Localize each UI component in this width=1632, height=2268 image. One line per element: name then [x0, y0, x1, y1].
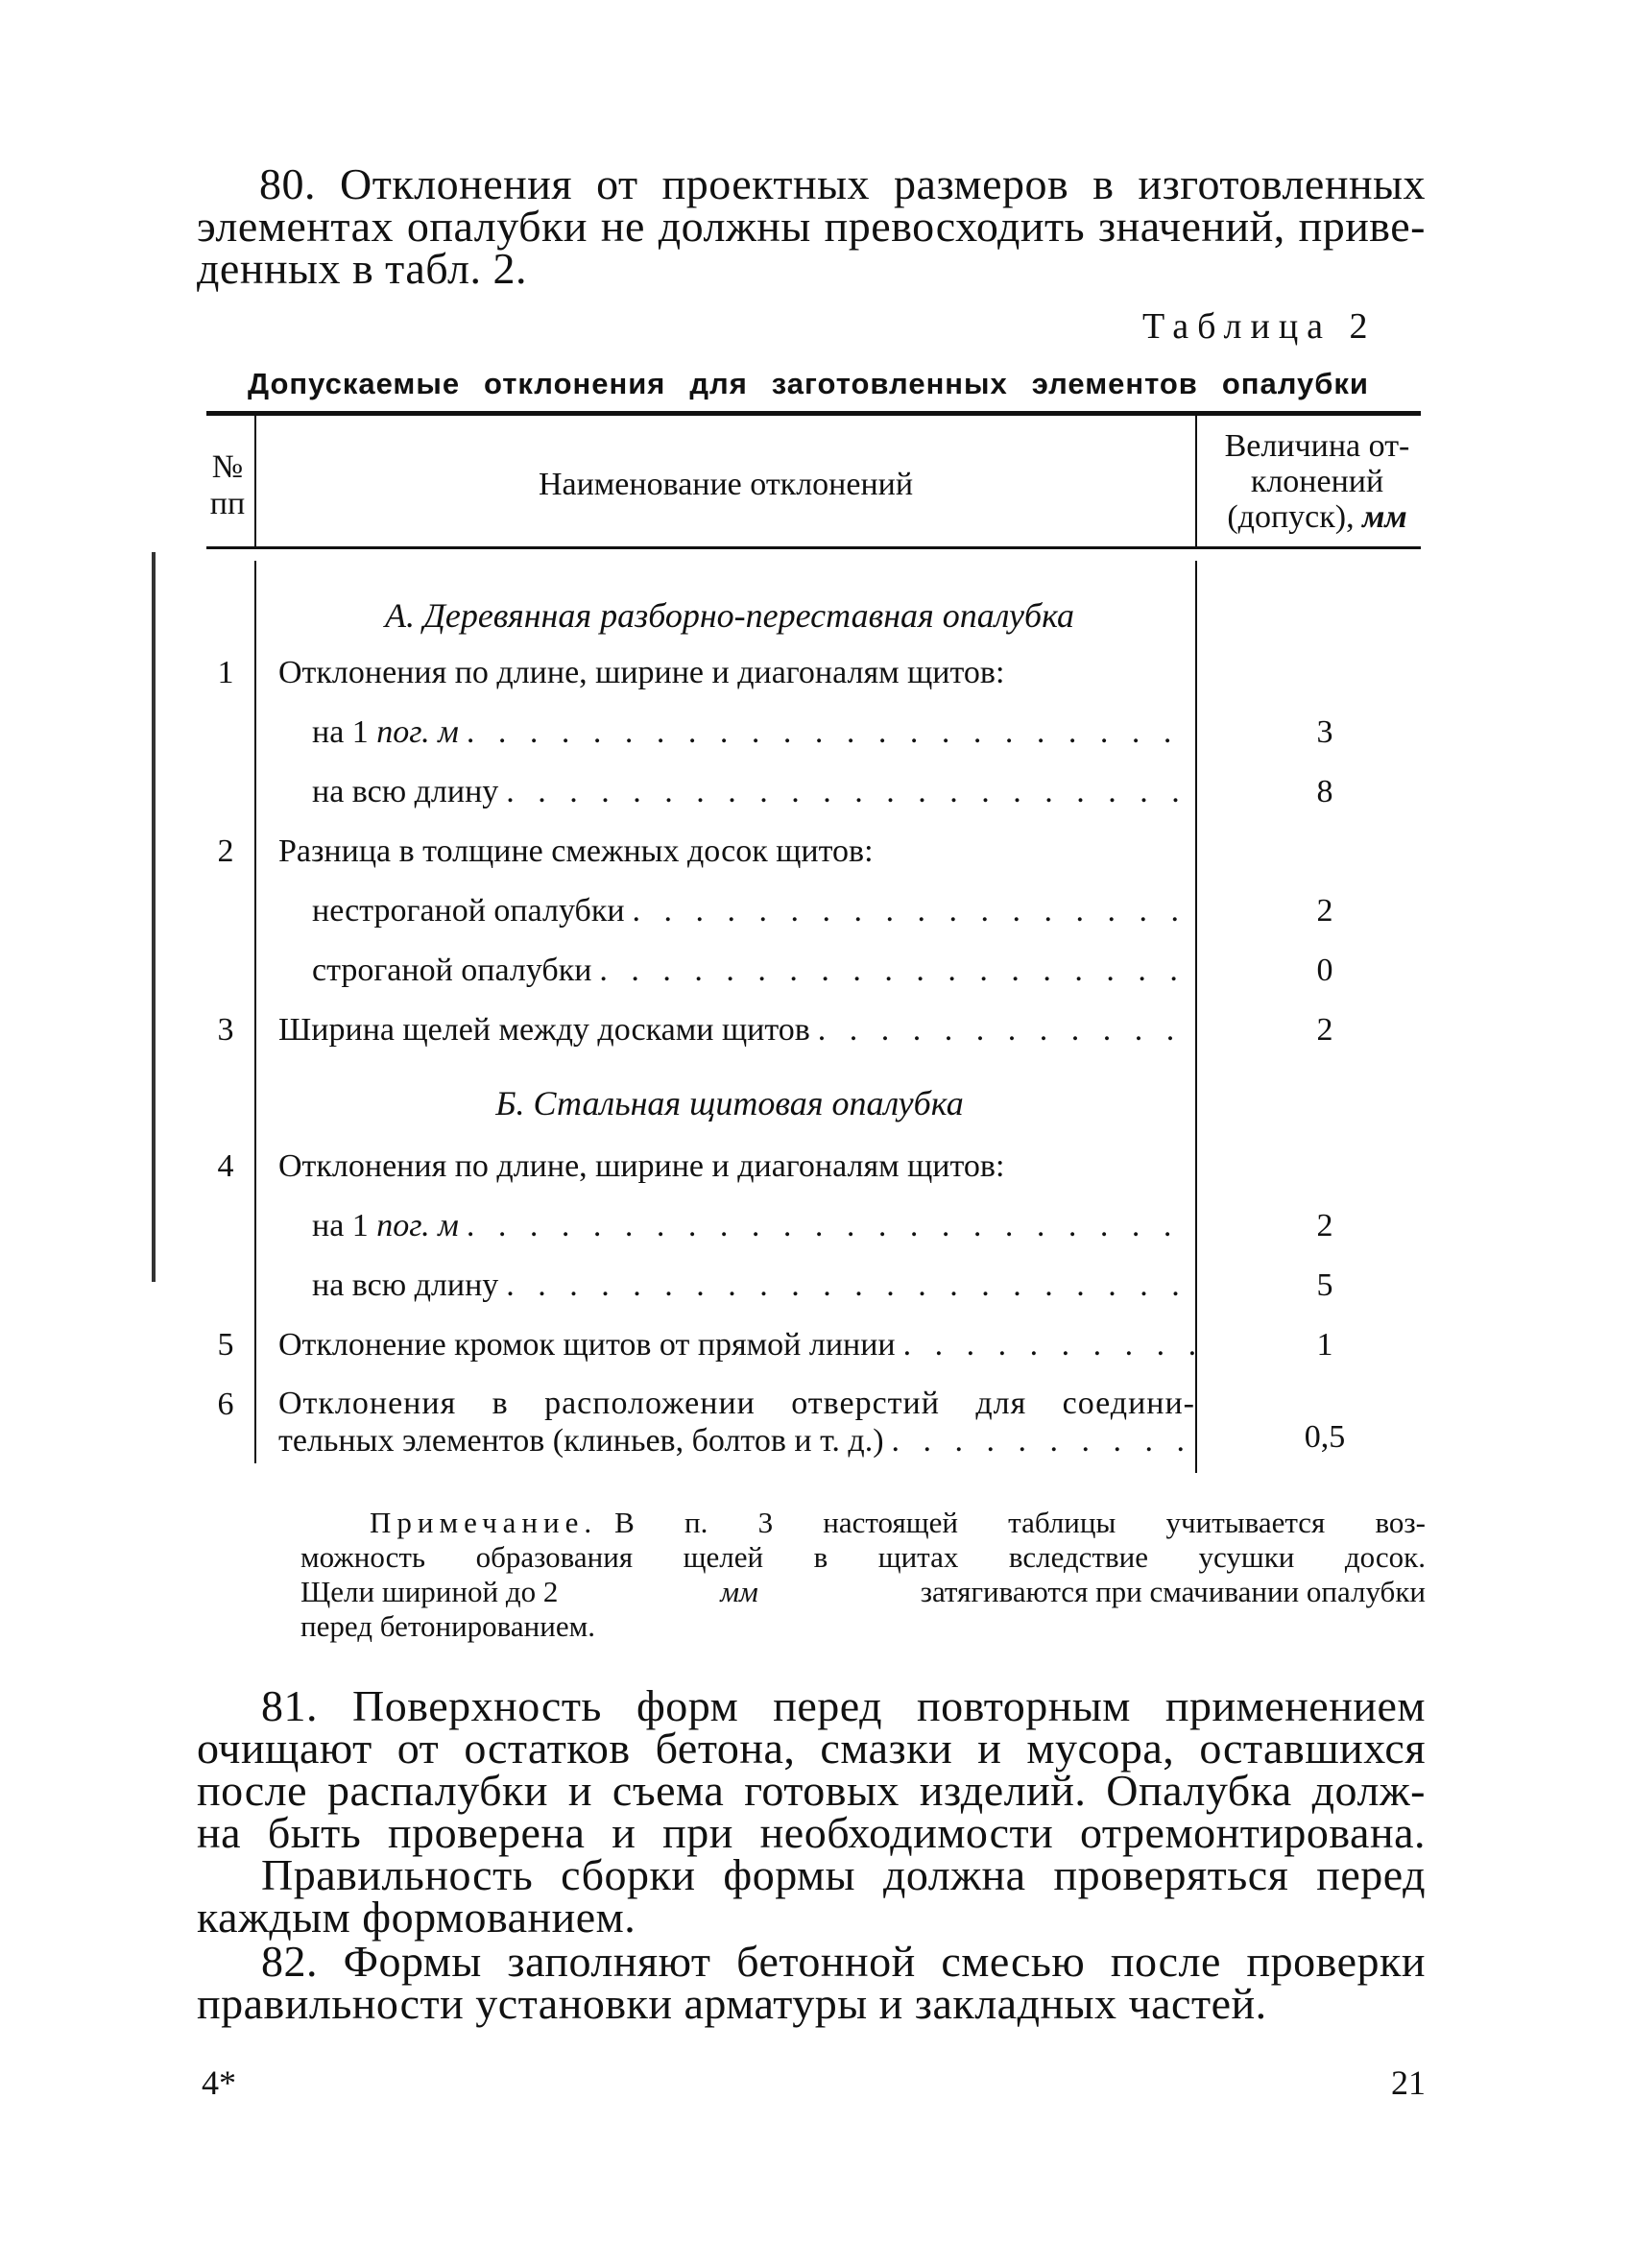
signature-mark: 4* — [202, 2063, 236, 2102]
note-text: затягиваются при смачивании опалубки — [920, 1575, 1426, 1608]
row-text — [312, 893, 1195, 929]
header-value-unit: мм — [1362, 499, 1407, 535]
row-value: 2 — [1316, 893, 1333, 929]
row-label: Отклонения по длине, ширине и диагоналям щитов: — [278, 655, 1005, 690]
row-value: 3 — [1316, 714, 1333, 750]
row-text — [278, 1012, 1195, 1049]
note-line — [300, 1575, 1426, 1609]
row-text — [278, 1327, 1195, 1363]
row-label: строганой опалубки — [312, 953, 592, 988]
section-b-title: Б. Стальная щитовая опалубка — [495, 1084, 964, 1122]
paragraph-line: очищают от остатков бетона, смазки и мусора, оставшихся — [197, 1724, 1426, 1773]
row-label: тельных элементов (клиньев, болтов и т. д.) — [278, 1423, 884, 1459]
paragraph-line: каждым формованием. — [197, 1893, 636, 1942]
row-label: Отклонения по длине, ширине и диагоналям щитов: — [278, 1148, 1005, 1184]
note-line: можность образования щелей в щитах вследствие усушки досок. — [300, 1540, 1426, 1574]
row-label: нестроганой опалубки — [312, 893, 625, 929]
row-label-prefix: на 1 — [312, 714, 369, 750]
row-label: Отклонение кромок щитов от прямой линии — [278, 1327, 896, 1363]
table-title: Допускаемые отклонения для заготовленных элементов опалубки — [248, 367, 1369, 400]
row-text — [312, 714, 1195, 751]
note-label: Примечание. — [370, 1506, 598, 1539]
paragraph-line: правильности установки арматуры и закладных частей. — [197, 1979, 1267, 2028]
note-text: В п. 3 настоящей таблицы учитывается воз- — [614, 1506, 1426, 1539]
note-line — [370, 1506, 1426, 1540]
leader-dots — [625, 893, 1195, 929]
row-label — [312, 1208, 459, 1244]
paragraph-line: элементах опалубки не должны превосходить значений, приве- — [197, 202, 1426, 251]
row-text — [312, 1267, 1195, 1304]
row-label: Ширина щелей между досками щитов — [278, 1012, 810, 1048]
row-text — [278, 833, 1195, 870]
paragraph-line: после распалубки и съема готовых изделий. Опалубка долж- — [197, 1766, 1426, 1815]
leader-dots — [459, 1208, 1195, 1244]
paragraph-line: на быть проверена и при необходимости отремонтирована. — [197, 1808, 1426, 1857]
row-value: 2 — [1316, 1208, 1333, 1243]
table-top-rule — [206, 411, 1421, 416]
header-value-line3 — [1202, 499, 1432, 535]
leader-dots — [459, 714, 1195, 751]
leader-dots — [810, 1012, 1195, 1049]
row-text — [312, 953, 1195, 989]
paragraph-line: 82. Формы заполняют бетонной смесью после проверки — [261, 1937, 1426, 1986]
row-num: 1 — [217, 655, 234, 690]
row-label: Разница в толщине смежных досок щитов: — [278, 833, 874, 869]
leader-dots — [884, 1423, 1195, 1460]
leader-dots — [896, 1327, 1195, 1363]
table-body-left-rule — [254, 561, 256, 1463]
row-value: 2 — [1316, 1012, 1333, 1048]
row-num: 6 — [217, 1387, 234, 1422]
table-right-column-rule — [1195, 416, 1197, 546]
page-number: 21 — [1391, 2063, 1426, 2102]
row-text — [278, 1148, 1195, 1185]
header-value-line2: клонений — [1250, 464, 1384, 499]
row-text — [278, 655, 1195, 691]
leader-dots — [591, 953, 1195, 989]
row-label-prefix: на 1 — [312, 1208, 369, 1243]
paragraph-line: 81. Поверхность форм перед повторным применением — [261, 1681, 1426, 1730]
leader-dots — [498, 774, 1195, 810]
header-num — [204, 449, 252, 522]
row-text — [312, 774, 1195, 810]
paragraph-line: денных в табл. 2. — [197, 244, 527, 293]
paragraph-line: 80. Отклонения от проектных размеров в изготовленных — [259, 159, 1426, 208]
margin-scan-line — [152, 552, 156, 1282]
row-text — [278, 1423, 1195, 1460]
header-value-prefix: (допуск), — [1227, 499, 1355, 535]
table-body-right-rule — [1195, 561, 1197, 1473]
row-num: 4 — [217, 1148, 234, 1184]
row-num: 3 — [217, 1012, 234, 1048]
row-value: 0,5 — [1304, 1419, 1346, 1455]
row-num: 5 — [217, 1327, 234, 1363]
row-label — [312, 714, 459, 751]
header-num-line1: № — [211, 449, 244, 485]
section-a-title: А. Деревянная разборно-переставная опалубка — [384, 596, 1075, 635]
row-value: 1 — [1316, 1327, 1333, 1363]
leader-dots — [498, 1267, 1195, 1304]
row-text-line1: Отклонения в расположении отверстий для соедини- — [278, 1386, 1195, 1421]
row-label: на всю длину — [312, 1267, 499, 1303]
note-unit: мм — [720, 1575, 758, 1608]
row-label: на всю длину — [312, 774, 499, 809]
header-value-line1: Величина от- — [1224, 428, 1410, 464]
note-line: перед бетонированием. — [300, 1609, 595, 1643]
row-value: 0 — [1316, 953, 1333, 988]
table-label: Таблица 2 — [1142, 306, 1377, 347]
row-label-unit: пог. м — [376, 1208, 459, 1243]
row-label-unit: пог. м — [376, 714, 459, 750]
header-num-line2: пп — [209, 486, 246, 521]
paragraph-line: Правильность сборки формы должна проверяться перед — [261, 1850, 1426, 1899]
note-text: Щели шириной до 2 — [300, 1575, 559, 1608]
header-name: Наименование отклонений — [538, 467, 914, 502]
row-num: 2 — [217, 833, 234, 869]
row-value: 8 — [1316, 774, 1333, 809]
table-header-rule — [206, 546, 1421, 549]
header-value — [1202, 428, 1432, 535]
row-text — [312, 1208, 1195, 1244]
row-value: 5 — [1316, 1267, 1333, 1303]
